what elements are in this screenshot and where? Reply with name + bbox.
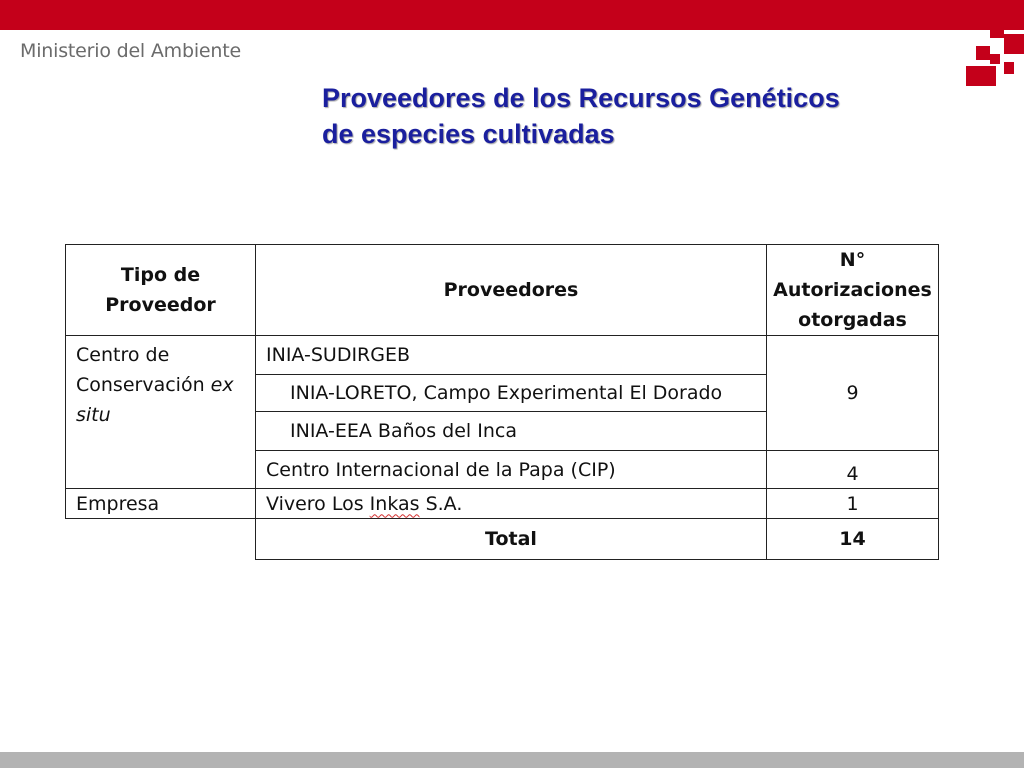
- ministry-name: Ministerio del Ambiente: [20, 40, 241, 62]
- header-provider-type: [66, 245, 256, 336]
- providers-table: [65, 244, 939, 560]
- bottom-bar: [0, 752, 1024, 768]
- provider-vivero-prefix: Vivero Los: [266, 492, 370, 515]
- top-accent-bar: [0, 0, 1024, 30]
- header-count-line-2: Autorizaciones: [773, 279, 932, 301]
- provider-vivero: [256, 489, 767, 519]
- count-cip: 4: [767, 451, 939, 489]
- table-row: [66, 336, 939, 375]
- provider-inia-sudirgeb: INIA-SUDIRGEB: [256, 336, 767, 375]
- provider-vivero-flagged: Inkas: [369, 492, 420, 515]
- type-line-3: situ: [76, 404, 111, 426]
- provider-inia-loreto: INIA-LORETO, Campo Experimental El Dorado: [256, 375, 767, 412]
- total-empty-cell: [66, 519, 256, 560]
- header-count-line-3: otorgadas: [798, 309, 907, 331]
- type-line-2-italic: ex: [210, 374, 234, 396]
- total-label: Total: [256, 519, 767, 560]
- total-value: 14: [767, 519, 939, 560]
- provider-cip: Centro Internacional de la Papa (CIP): [256, 451, 767, 489]
- type-line-2-text: Conservación: [76, 374, 205, 396]
- type-line-1: Centro de: [76, 344, 170, 366]
- table-header-row: [66, 245, 939, 336]
- count-company: 1: [767, 489, 939, 519]
- header-authorizations: [767, 245, 939, 336]
- type-line-2: [76, 370, 247, 400]
- header-count-line-1: N°: [839, 249, 866, 271]
- title-line-1: Proveedores de los Recursos Genéticos: [322, 83, 840, 113]
- provider-inia-eea: INIA-EEA Baños del Inca: [256, 412, 767, 451]
- ministry-logo-icon: [962, 24, 1024, 88]
- table-row: [66, 489, 939, 519]
- type-company: Empresa: [66, 489, 256, 519]
- header-type-line-2: Proveedor: [105, 294, 216, 316]
- page-title: [322, 80, 982, 152]
- type-conservation-center: [66, 336, 256, 489]
- provider-vivero-suffix: S.A.: [419, 492, 463, 515]
- count-inia: 9: [767, 336, 939, 451]
- table-total-row: [66, 519, 939, 560]
- title-line-2: de especies cultivadas: [322, 119, 615, 149]
- header-type-line-1: Tipo de: [120, 264, 201, 286]
- header-providers: Proveedores: [256, 245, 767, 336]
